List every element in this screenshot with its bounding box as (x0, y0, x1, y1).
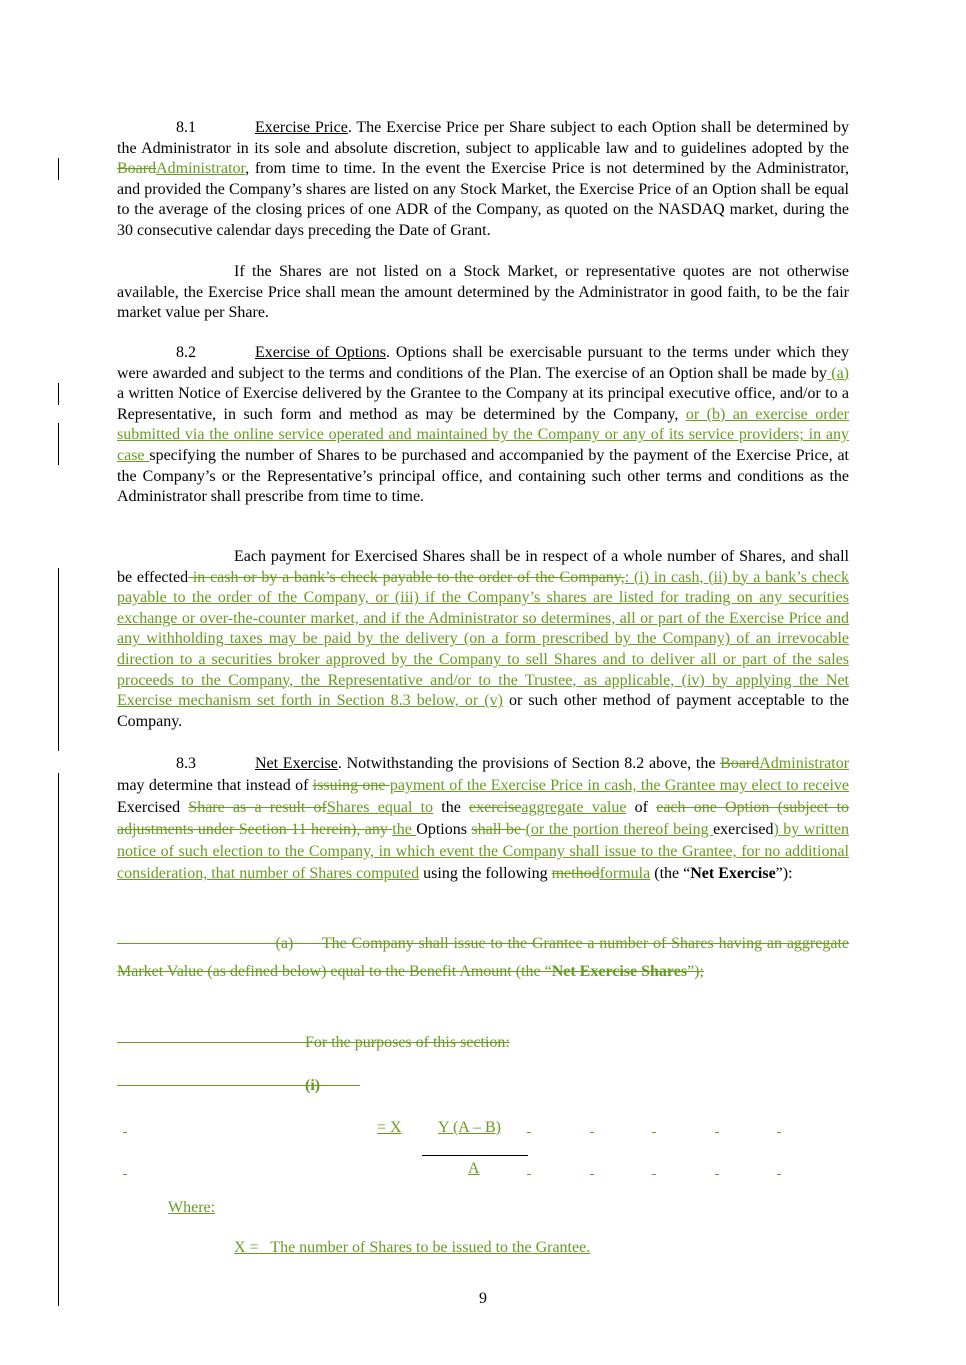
deleted-text: For the purposes of this section: (305, 1034, 510, 1051)
formula-lhs: = X (377, 1119, 402, 1136)
where-label: Where: (168, 1199, 216, 1216)
change-bar (58, 383, 59, 405)
formula-numerator: Y (A – B) (438, 1119, 501, 1136)
section-number: 8.1 (176, 119, 196, 136)
paragraph-label: (a) (275, 935, 294, 952)
x-definition: X = The number of Shares to be issued to the Grantee. (234, 1239, 591, 1256)
page-number: 9 (479, 1290, 487, 1307)
section-number: 8.3 (176, 755, 196, 772)
inserted-text: : (i) in cash, (ii) by a bank’s check payable to the order of the Company, or (iii) if the Company’s shares are listed for trading on any securities exchange or over-the-counter market, and if the Administrator so determines, all or part of the Exercise Price and any withholding taxes may be paid by the delivery (on a form prescribed by the Company) of an irrevocable direction to a securities broker approved by the Company to sell Shares and to deliver all or part of the sales proceeds to the Company, the Representative and/or to the Trustee, as applicable, (iv) by applying the Net Exercise mechanism set forth in Section 8.3 below, or (v) (117, 568, 849, 710)
body-text: If the Shares are not listed on a Stock Market, or representative quotes are not otherwise available, the Exercise Price shall mean the amount determined by the Administrator in good faith, to be the fair market value per Share. (117, 263, 849, 322)
section-heading: Exercise of Options (255, 344, 386, 361)
defined-term: Net Exercise Shares (551, 963, 688, 980)
inserted-text: the (392, 821, 417, 838)
formula-denominator: A (468, 1160, 480, 1177)
body-text: may determine that instead of (117, 777, 313, 794)
item-label: (i) (305, 1077, 321, 1094)
section-8-3 (117, 753, 849, 885)
body-text: (the “ (650, 865, 691, 882)
body-text: exercised (713, 821, 774, 838)
deleted-text: ”); (687, 963, 704, 980)
body-text: using the following (419, 865, 552, 882)
inserted-text: or (b) an exercise order submitted via the online service operated and maintained by the Company or any of its service providers; in any case (117, 405, 849, 464)
change-bar (58, 773, 59, 1306)
purposes-line (117, 1033, 510, 1053)
inserted-text: Shares equal to (326, 799, 434, 816)
body-text: Each payment for Exercised Shares shall be in respect of a whole number of Shares, and shall be effected (117, 548, 849, 586)
body-text: specifying the number of Shares to be purchased and accompanied by the payment of the Exercise Price, at the Company’s or the Representative’s principal office, and containing such other terms and conditions as the Administrator shall prescribe from time to time. (117, 446, 849, 506)
deleted-text: method (551, 865, 600, 882)
deleted-text: Board (720, 755, 760, 772)
deleted-text: issuing one (312, 777, 390, 794)
defined-term: Net Exercise (690, 865, 776, 882)
inserted-text: payment of the Exercise Price in cash, the Grantee may elect to receive (389, 777, 850, 794)
body-text: Options (416, 821, 472, 838)
change-bar (58, 568, 59, 751)
fraction-bar (422, 1155, 528, 1156)
section-heading: Exercise Price (255, 119, 348, 136)
section-heading: Net Exercise (255, 755, 338, 772)
body-text: , from time to time. In the event the Exercise Price is not determined by the Administrator, and provided the Company’s shares are listed on any Stock Market, the Exercise Price of an Option shall be equal to the average of the closing prices of one ADR of the Company, as quoted on the NASDAQ market, during the 30 consecutive calendar days preceding the Date of Grant. (117, 160, 849, 239)
body-text: the (433, 799, 470, 816)
paragraph-a-deleted (117, 930, 849, 986)
deleted-text: The Company shall issue to the Grantee a number of Shares having an aggregate Market Value (as defined below) equal to the Benefit Amount (the “ (117, 935, 850, 980)
body-text: . Notwithstanding the provisions of Section 8.2 above, the (337, 755, 721, 772)
section-number: 8.2 (176, 344, 196, 361)
body-text: . Options shall be exercisable pursuant to the terms under which they were awarded and subject to the terms and conditions of the Plan. The exercise of an Option shall be made by (117, 344, 849, 382)
deleted-text: each one Option (subject to adjustments under Section 11 herein), any (117, 799, 850, 838)
inserted-text: Administrator (759, 755, 850, 772)
deleted-text: Board (117, 160, 157, 178)
section-8-1 (117, 118, 849, 242)
body-text: a written Notice of Exercise delivered by the Grantee to the Company at its principal executive office, and/or to a Representative, in such form and method as may be determined by the Company, (117, 385, 849, 423)
paragraph-8-1-b (117, 262, 849, 324)
item-i-line (117, 1076, 360, 1096)
inserted-text: aggregate value (521, 799, 627, 816)
deleted-text: Share as a result of (188, 799, 327, 816)
inserted-text: formula (599, 865, 651, 882)
change-bar (58, 423, 59, 465)
deleted-text: in cash or by a bank’s check payable to the order of the Company, (188, 568, 625, 586)
body-text: . The Exercise Price per Share subject to each Option shall be determined by the Administrator in its sole and absolute discretion, subject to applicable law and to guidelines adopted by the (117, 119, 850, 157)
body-text: or such other method of payment acceptable to the Company. (117, 692, 849, 730)
paragraph-8-2-b (117, 547, 849, 732)
inserted-text: (a) (826, 364, 850, 382)
change-bar (58, 158, 59, 180)
body-text: Exercised (117, 799, 189, 816)
inserted-text: ) by written notice of such election to the Company, in which event the Company shall issue to the Grantee, for no additional consideration, that number of Shares computed (117, 821, 849, 882)
section-8-2 (117, 343, 849, 508)
inserted-text: Administrator (156, 160, 246, 178)
deleted-text: shall be (471, 821, 526, 838)
inserted-text: (or the portion thereof being (525, 821, 714, 838)
deleted-text: exercise (469, 799, 522, 816)
body-text: of (626, 799, 657, 816)
body-text: ”): (775, 865, 793, 882)
